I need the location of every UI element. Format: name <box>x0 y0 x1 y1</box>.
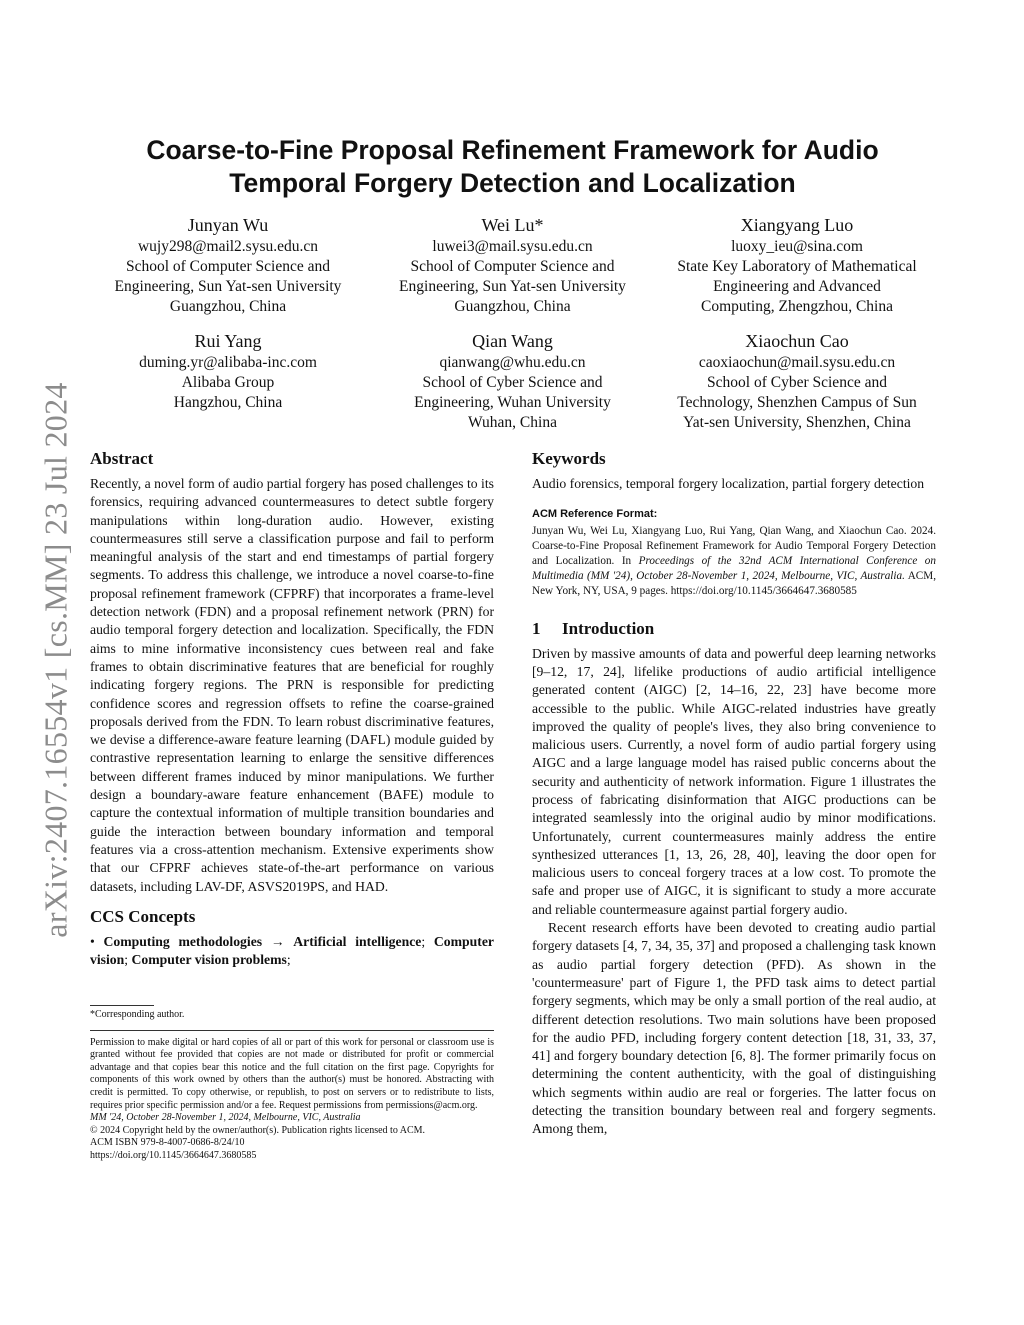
affiliation-line: Yat-sen University, Shenzhen, China <box>683 414 911 431</box>
intro-paragraph-2: Recent research efforts have been devoted to creating audio partial forgery datasets [4, 7, 34, 35, 37] and proposed a challenging task known as audio partial forgery detection (PFD). As shown in the 'countermeasure' part of Figure 1, the PFD task aims to detect partial forgery segments, which may be only a small portion of the real audio, at different detection resolutions. Two main solutions have been proposed for the audio PFD, including forgery content detection [18, 31, 33, 37, 41] and forgery boundary detection [6, 8]. The former primarily focus on determining the content authenticity, with the goal of distinguishing which segments within audio are real or forgeries. The latter focus on detecting the transition boundary between real and forgery segments. Among them, <box>532 920 936 1137</box>
section-title: Introduction <box>562 618 655 638</box>
abstract-text: Recently, a novel form of audio partial forgery has posed challenges to its forensics, requiring advanced countermeasures to detect subtle forgery manipulations within long-duration audio. However, existing countermeasures still serve a classification purpose and fail to perform meaningful analysis of the start and end timestamps of partial forgery segments. To address this challenge, we introduce a novel coarse-to-fine proposal refinement framework (CFPRF) that incorporates a frame-level detection network (FDN) and a proposal refinement network (PRN) for audio temporal forgery detection and localization. Specifically, the FDN aims to mine informative inconsistency cues between real and fake frames to obtain discriminative features that are beneficial for roughly indicating forgery regions. The PRN is responsible for predicting confidence scores and regression offsets to refine the coarse-grained proposals derived from the FDN. To learn robust discriminative features, we devise a difference-aware feature learning (DAFL) module guided by contrastive representation learning to enlarge the sensitive differences between different frames induced by minor manipulations. We further design a boundary-aware feature enhancement (BAFE) module to capture the contextual information of multiple transition boundaries and guide the interaction between boundary information and temporal features via a cross-attention mechanism. Extensive experiments show that our CFPRF achieves state-of-the-art performance on various datasets, including LAV-DF, ASVS2019PS, and HAD. <box>90 476 494 894</box>
author-card <box>90 329 366 433</box>
affiliation-line: Guangzhou, China <box>169 298 287 315</box>
ccs-separator: ; <box>421 933 434 949</box>
conference-line: MM '24, October 28-November 1, 2024, Melbourne, VIC, Australia <box>90 1112 361 1124</box>
affiliation-line: Hangzhou, China <box>173 394 283 411</box>
affiliation-line: Engineering, Sun Yat-sen University <box>114 278 342 295</box>
corresponding-note: *Corresponding author. <box>90 1009 185 1020</box>
affiliation-line: Engineering and Advanced <box>713 278 881 295</box>
acm-reference-suffix: ACM, New York, NY, USA, 9 pages. https://doi.org/10.1145/3664647.3680585 <box>532 570 936 598</box>
ccs-item: Artificial intelligence <box>293 933 422 949</box>
author-card <box>375 213 651 317</box>
affiliation-line: State Key Laboratory of Mathematical <box>677 258 917 275</box>
ccs-separator: ; <box>124 952 132 968</box>
ccs-concepts <box>90 933 494 970</box>
affiliation-line: Computing, Zhengzhou, China <box>700 298 893 315</box>
acm-reference-heading: ACM Reference Format: <box>532 508 658 521</box>
acm-reference-prefix: Junyan Wu, Wei Lu, Xiangyang Luo, Rui Yang, Qian Wang, and Xiaochun Cao. 2024. Coarse-to-Fine Proposal Refinement Framework for Audio Temporal Forgery Detection and Localization. In <box>532 524 936 567</box>
affiliation-line: Wuhan, China <box>468 414 557 431</box>
author-card <box>659 329 935 433</box>
affiliation-line: Alibaba Group <box>181 374 275 391</box>
introduction-heading <box>532 618 936 640</box>
footnote-block <box>90 1005 494 1163</box>
affiliation-line: Engineering, Wuhan University <box>414 394 611 411</box>
ccs-arrow: → <box>262 933 294 949</box>
author-card <box>375 329 651 433</box>
ccs-heading: CCS Concepts <box>90 906 196 926</box>
ccs-item: Computing methodologies <box>103 933 263 949</box>
intro-paragraph-1: Driven by massive amounts of data and powerful deep learning networks [9–12, 17, 24], lifelike productions of audio artificial intelligence generated content (AIGC) [2, 14–16, 22, 23] have become more accessible to the public. While AIGC-related industries have greatly improved the quality of people's lives, they also bring convenience to malicious users. Currently, a novel form of audio partial forgery using AIGC and a large language model has raised public concerns about the security and authenticity of network information. Figure 1 illustrates the process of fabricating disinformation that AIGC productions can be integrated seamlessly into the original audio by minor modifications. Unfortunately, current countermeasures mainly address the entire synthesized utterances [1, 13, 26, 28, 40], leaving the door open for malicious users to conceal forgery traces at a low cost. To promote the safe and proper use of AIGC, it is significant to study a more accurate and reliable countermeasure against partial forgery audio. <box>532 645 936 917</box>
isbn-line: ACM ISBN 979-8-4007-0686-8/24/10 <box>90 1137 245 1149</box>
ccs-item: Computer vision <box>90 933 494 968</box>
affiliation-line: School of Cyber Science and <box>707 374 887 391</box>
author-email: wujy298@mail2.sysu.edu.cn <box>137 238 319 255</box>
affiliation-line: School of Computer Science and <box>125 258 331 275</box>
author-name: Junyan Wu <box>187 215 269 235</box>
footnote-rule <box>90 1005 154 1006</box>
doi-link[interactable]: https://doi.org/10.1145/3664647.3680585 <box>90 1149 257 1161</box>
affiliation-line: School of Cyber Science and <box>422 374 603 391</box>
author-name: Xiangyang Luo <box>740 215 854 235</box>
copyright-line: © 2024 Copyright held by the owner/author(s). Publication rights licensed to ACM. <box>90 1124 426 1136</box>
author-row-1 <box>90 213 935 317</box>
acm-reference-text <box>532 524 936 600</box>
author-name: Qian Wang <box>472 331 553 351</box>
author-email: qianwang@whu.edu.cn <box>439 354 586 371</box>
affiliation-line: Guangzhou, China <box>454 298 571 315</box>
permission-rule <box>90 1030 494 1031</box>
affiliation-line: Engineering, Sun Yat-sen University <box>399 278 626 295</box>
affiliation-line: Technology, Shenzhen Campus of Sun <box>677 394 917 411</box>
acm-reference-venue: Proceedings of the 32nd ACM International Conference on Multimedia (MM '24), October 28-November 1, 2024, Melbourne, VIC, Australia. <box>532 555 936 583</box>
author-email: caoxiaochun@mail.sysu.edu.cn <box>698 354 896 371</box>
arxiv-stamp-text: arXiv:2407.16554v1 [cs.MM] 23 Jul 2024 <box>37 382 74 938</box>
affiliation-line: School of Computer Science and <box>410 258 615 275</box>
author-block <box>90 213 935 433</box>
section-number: 1 <box>532 618 541 638</box>
ccs-item: Computer vision problems <box>131 952 287 968</box>
keywords-text: Audio forensics, temporal forgery localization, partial forgery detection <box>532 476 925 491</box>
author-name: Xiaochun Cao <box>745 331 849 351</box>
arxiv-stamp <box>0 340 90 980</box>
permission-text: Permission to make digital or hard copies of all or part of this work for personal or classroom use is granted without fee provided that copies are not made or distributed for profit or commercial advantage and that copies bear this notice and the full citation on the first page. Copyrights for components of this work owned by others than the author(s) must be honored. Abstracting with credit is permitted. To copy otherwise, or republish, to post on servers or to redistribute to lists, requires prior specific permission and/or a fee. Request permissions from permissions@acm.org. <box>90 1036 494 1111</box>
abstract-heading: Abstract <box>90 449 154 468</box>
ccs-end: ; <box>286 952 291 968</box>
author-email: luwei3@mail.sysu.edu.cn <box>432 238 593 255</box>
author-card <box>659 213 935 317</box>
left-column <box>90 448 494 969</box>
keywords-heading: Keywords <box>532 449 606 468</box>
ccs-bullet: • <box>90 933 95 949</box>
paper-title: Coarse-to-Fine Proposal Refinement Framework for Audio Temporal Forgery Detection and Localization <box>146 135 879 198</box>
author-email: luoxy_ieu@sina.com <box>731 238 863 255</box>
author-name: Wei Lu* <box>481 215 544 235</box>
author-name: Rui Yang <box>194 331 262 351</box>
right-column <box>532 448 936 1139</box>
author-card <box>90 213 366 317</box>
author-row-2 <box>90 329 935 433</box>
author-email: duming.yr@alibaba-inc.com <box>139 354 317 371</box>
